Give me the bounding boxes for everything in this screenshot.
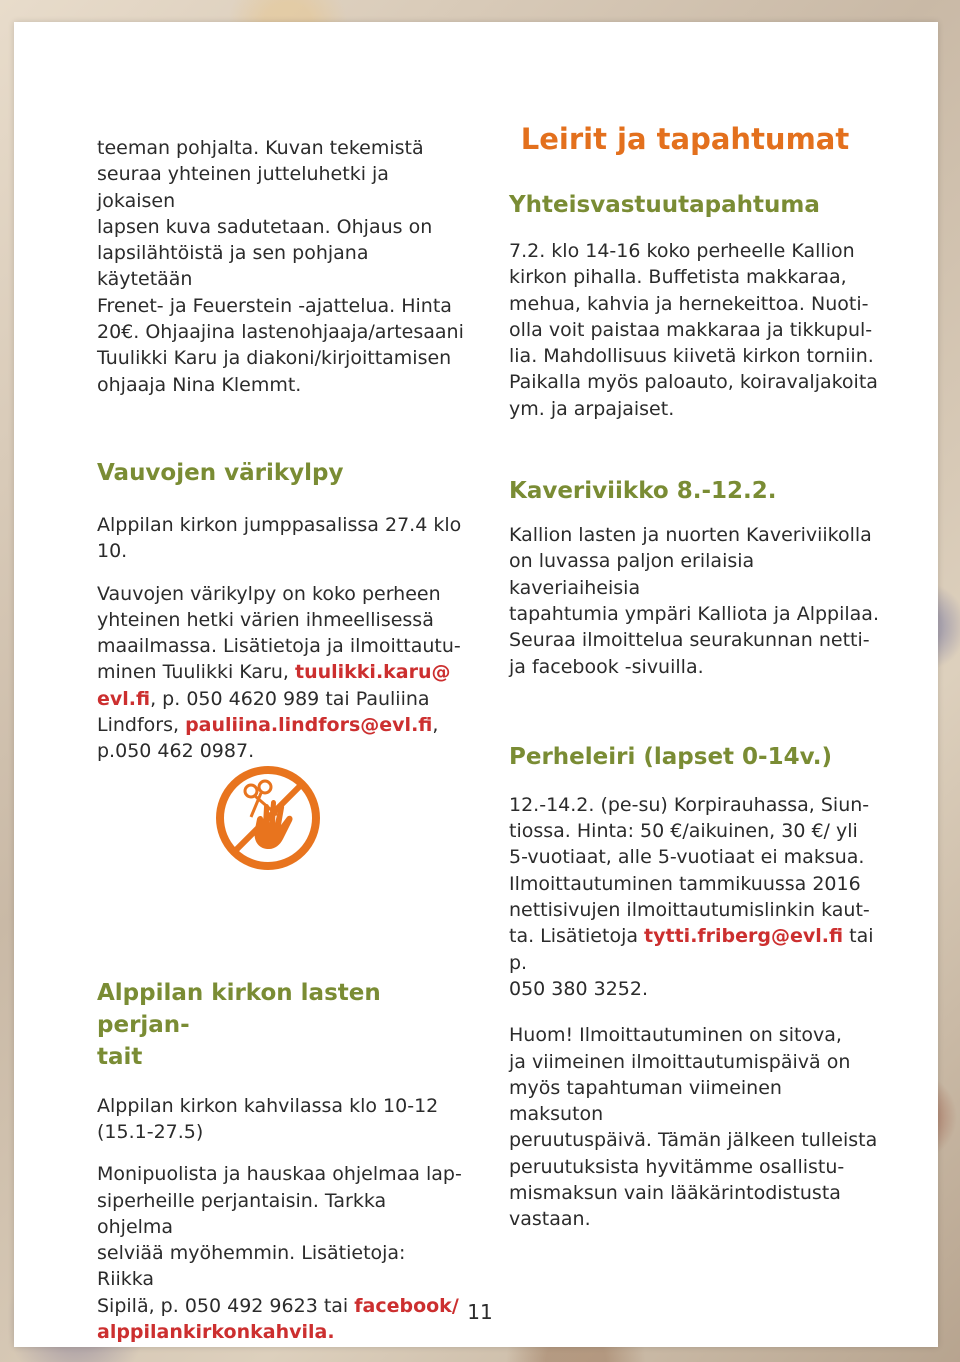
text-line: lapsen kuva sadutetaan. Ohjaus on	[97, 215, 433, 238]
text-line: tapahtumia ympäri Kalliota ja Alppilaa.	[509, 602, 879, 625]
email-link-tytti[interactable]: tytti.friberg@evl.fi	[644, 925, 844, 948]
section1-description	[97, 581, 467, 765]
contact-line	[97, 712, 467, 738]
text-line: mismaksun vain lääkärintodistusta	[509, 1182, 841, 1205]
text-line: (15.1-27.5)	[97, 1120, 204, 1143]
text-line: yhteinen hetki värien ihmeellisessä	[97, 608, 434, 631]
event-title-perheleiri: Perheleiri (lapset 0-14v.)	[509, 743, 832, 770]
text-line: Kallion lasten ja nuorten Kaveriviikolla	[509, 524, 872, 547]
contact-text: minen Tuulikki Karu,	[97, 661, 295, 684]
text-line: 12.-14.2. (pe-su) Korpirauhassa, Siun-	[509, 793, 870, 816]
section-title-vauvojen-varikylpy: Vauvojen värikylpy	[97, 459, 344, 486]
contact-text: Sipilä, p. 050 492 9623 tai	[97, 1294, 355, 1317]
text-line: ja facebook -sivuilla.	[509, 655, 704, 678]
phone-line: p.050 462 0987.	[97, 740, 255, 763]
email-link-pauliina[interactable]: pauliina.lindfors@evl.fi	[185, 714, 433, 737]
text-line: Tuulikki Karu ja diakoni/kirjoittamisen	[97, 347, 452, 370]
email-link-tuulikki[interactable]: tuulikki.karu@	[295, 661, 451, 684]
event3-note	[509, 1022, 879, 1232]
text-line: Ilmoittautuminen tammikuussa 2016	[509, 872, 861, 895]
text-line: Alppilan kirkon kahvilassa klo 10-12	[97, 1094, 439, 1117]
contact-line	[97, 686, 467, 712]
section2-time	[97, 1093, 467, 1146]
text-line: olla voit paistaa makkaraa ja tikkupul-	[509, 318, 873, 341]
text-line: vastaan.	[509, 1208, 591, 1231]
section-title-lasten-perjantait	[97, 977, 467, 1073]
contact-line	[97, 659, 467, 685]
facebook-link[interactable]: facebook/	[354, 1294, 459, 1317]
event-title-kaveriviikko: Kaveriviikko 8.-12.2.	[509, 478, 777, 505]
facebook-link-path[interactable]: alppilankirkonkahvila.	[97, 1321, 335, 1344]
text-line: Alppilan kirkon jumppasalissa 27.4 klo	[97, 513, 462, 536]
text-line: Monipuolista ja hauskaa ohjelmaa lap-	[97, 1163, 462, 1186]
event-title-yhteisvastuu: Yhteisvastuutapahtuma	[509, 192, 820, 218]
text-line: selviää myöhemmin. Lisätietoja: Riikka	[97, 1242, 406, 1291]
contact-text: ,	[432, 714, 439, 737]
text-line: ja viimeinen ilmoittautumispäivä on	[509, 1050, 851, 1073]
text-line: teeman pohjalta. Kuvan tekemistä	[97, 137, 424, 159]
contact-text: ta. Lisätietoja	[509, 925, 645, 948]
text-line: mehua, kahvia ja hernekeittoa. Nuoti-	[509, 292, 869, 315]
title-line: Alppilan kirkon lasten perjan-	[97, 979, 381, 1038]
text-line: Paikalla myös paloauto, koiravaljakoita	[509, 371, 878, 394]
text-line: peruutuspäivä. Tämän jälkeen tulleista	[509, 1129, 878, 1152]
text-line: on luvassa paljon erilaisia kaveriaiheisia	[509, 550, 755, 599]
text-line: Huom! Ilmoittautuminen on sitova,	[509, 1024, 842, 1047]
left-column	[97, 135, 467, 1345]
text-line: 7.2. klo 14-16 koko perheelle Kallion	[509, 240, 855, 262]
text-line: ohjaaja Nina Klemmt.	[97, 373, 302, 396]
scissors-hand-icon	[213, 763, 323, 873]
title-line: tait	[97, 1043, 143, 1070]
text-line: lia. Mahdollisuus kiivetä kirkon torniin.	[509, 345, 874, 368]
contact-text: Lindfors,	[97, 714, 186, 737]
text-line: Vauvojen värikylpy on koko perheen	[97, 582, 441, 605]
text-line: Seuraa ilmoittelua seurakunnan netti-	[509, 629, 870, 652]
text-line: myös tapahtuman viimeinen maksuton	[509, 1076, 782, 1126]
page-number: 11	[467, 1300, 493, 1324]
phone-line: 050 380 3252.	[509, 977, 649, 1000]
text-line: 5-vuotiaat, alle 5-vuotiaat ei maksua.	[509, 846, 865, 869]
email-link-tuulikki-domain[interactable]: evl.fi	[97, 687, 151, 710]
text-line: nettisivujen ilmoittautumislinkin kaut-	[509, 899, 870, 922]
text-line: siperheille perjantaisin. Tarkka ohjelma	[97, 1189, 387, 1238]
contact-line	[509, 923, 879, 976]
text-line: tiossa. Hinta: 50 €/aikuinen, 30 €/ yli	[509, 820, 858, 843]
event3-description	[509, 792, 879, 1002]
right-column	[509, 122, 879, 1233]
text-line: lapsilähtöistä ja sen pohjana käytetään	[97, 242, 369, 291]
main-title: Leirit ja tapahtumat	[520, 122, 850, 156]
contact-text: tai p.	[509, 925, 874, 974]
section1-time	[97, 512, 467, 565]
event2-description	[509, 522, 879, 680]
text-line: maailmassa. Lisätietoja ja ilmoittautu-	[97, 635, 461, 658]
text-line: ym. ja arpajaiset.	[509, 397, 675, 420]
text-line: kirkon pihalla. Buffetista makkaraa,	[509, 266, 847, 289]
text-line: Frenet- ja Feuerstein -ajattelua. Hinta	[97, 294, 452, 317]
intro-paragraph	[97, 135, 467, 398]
event1-description	[509, 238, 879, 422]
contact-text: , p. 050 4620 989 tai Pauliina	[150, 687, 430, 710]
text-line: 10.	[97, 540, 128, 563]
text-line: 20€. Ohjaajina lastenohjaaja/artesaani	[97, 321, 464, 344]
text-line: seuraa yhteinen jutteluhetki ja jokaisen	[97, 163, 389, 212]
text-line: peruutuksista hyvitämme osallistu-	[509, 1155, 845, 1178]
